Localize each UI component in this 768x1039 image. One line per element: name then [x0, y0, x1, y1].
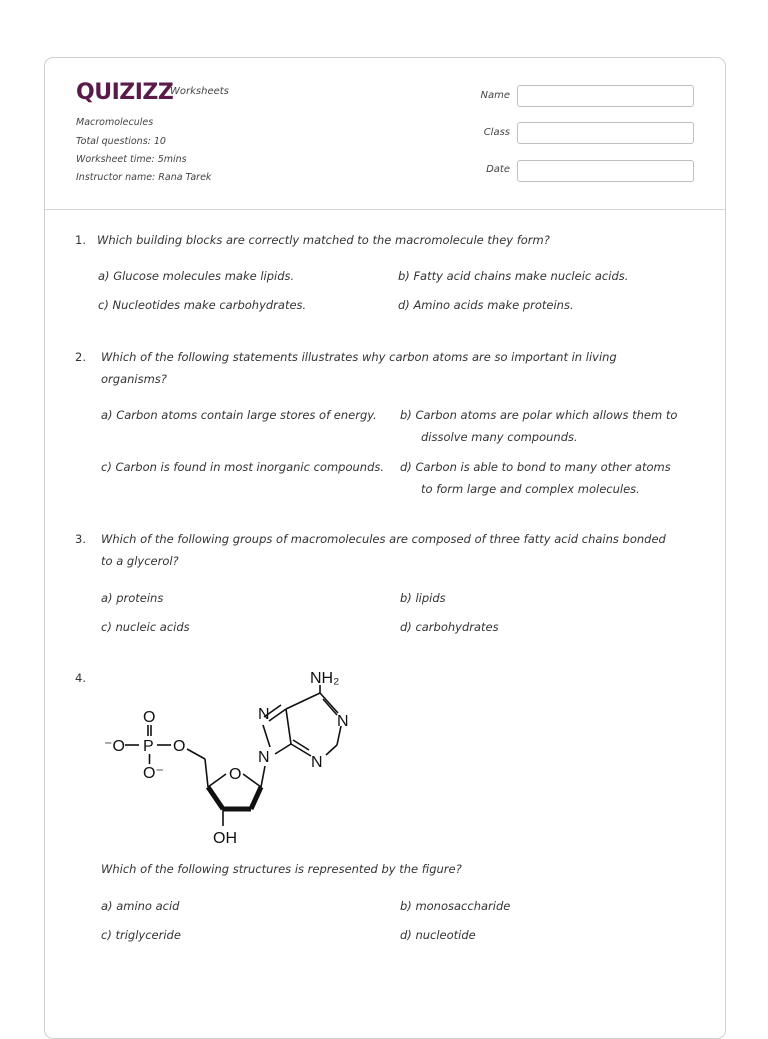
- logo-subtitle: Worksheets: [170, 86, 229, 97]
- nitrogen-1: N: [337, 713, 349, 730]
- question-3-text-line2: to a glycerol?: [101, 554, 179, 568]
- date-label: Date: [486, 164, 510, 175]
- total-questions: Total questions: 10: [76, 136, 166, 147]
- phosphate-double-bond-oxygen: O: [143, 709, 156, 726]
- question-2-number: 2.: [75, 350, 86, 364]
- question-4-option-a[interactable]: a) amino acid: [101, 899, 180, 913]
- nitrogen-9: N: [258, 749, 270, 766]
- question-1-option-d[interactable]: d) Amino acids make proteins.: [398, 298, 574, 312]
- quizizz-logo: QUIZIZZ: [76, 80, 174, 105]
- question-4-option-d[interactable]: d) nucleotide: [400, 928, 476, 942]
- question-1-option-a[interactable]: a) Glucose molecules make lipids.: [98, 269, 295, 283]
- question-3-text-line1: Which of the following groups of macromolecules are composed of three fatty acid chains bonded: [101, 532, 666, 546]
- date-field[interactable]: [517, 160, 694, 182]
- worksheet-header: [45, 58, 725, 210]
- question-1-number: 1.: [75, 233, 86, 247]
- question-2-option-b-line1[interactable]: b) Carbon atoms are polar which allows them to: [400, 408, 678, 422]
- class-field[interactable]: [517, 122, 694, 144]
- worksheet: [44, 57, 726, 1039]
- class-label: Class: [483, 127, 510, 138]
- question-2-text-line2: organisms?: [101, 372, 167, 386]
- ester-oxygen: O: [173, 738, 186, 755]
- question-4-text: Which of the following structures is represented by the figure?: [101, 862, 462, 876]
- question-1-text: Which building blocks are correctly matched to the macromolecule they form?: [97, 233, 550, 247]
- question-3-number: 3.: [75, 532, 86, 546]
- name-label: Name: [480, 90, 510, 101]
- worksheet-time: Worksheet time: 5mins: [76, 154, 187, 165]
- question-4-option-c[interactable]: c) triglyceride: [101, 928, 181, 942]
- question-3-option-a[interactable]: a) proteins: [101, 591, 164, 605]
- phosphate-negative-oxygen-left: ⁻O: [104, 738, 125, 755]
- nucleotide-structure-figure: [95, 663, 385, 853]
- amino-group: NH₂: [310, 670, 340, 687]
- worksheet-title: Macromolecules: [76, 117, 154, 128]
- question-4-number: 4.: [75, 671, 86, 685]
- phosphorus-atom: P: [143, 738, 154, 755]
- question-4-option-b[interactable]: b) monosaccharide: [400, 899, 511, 913]
- question-2-option-d-line1[interactable]: d) Carbon is able to bond to many other atoms: [400, 460, 671, 474]
- nitrogen-7: N: [258, 706, 270, 723]
- question-3-option-b[interactable]: b) lipids: [400, 591, 446, 605]
- question-3-option-c[interactable]: c) nucleic acids: [101, 620, 190, 634]
- instructor-name: Instructor name: Rana Tarek: [76, 172, 212, 183]
- question-2-text-line1: Which of the following statements illustrates why carbon atoms are so important in living: [101, 350, 617, 364]
- question-2-option-c[interactable]: c) Carbon is found in most inorganic compounds.: [101, 460, 385, 474]
- question-2-option-a[interactable]: a) Carbon atoms contain large stores of energy.: [101, 408, 377, 422]
- name-field[interactable]: [517, 85, 694, 107]
- question-1-option-c[interactable]: c) Nucleotides make carbohydrates.: [98, 298, 307, 312]
- question-1-option-b[interactable]: b) Fatty acid chains make nucleic acids.: [398, 269, 629, 283]
- phosphate-negative-oxygen-bottom: O⁻: [143, 765, 164, 782]
- question-3-option-d[interactable]: d) carbohydrates: [400, 620, 499, 634]
- hydroxyl-group: OH: [213, 830, 237, 847]
- question-2-option-b-line2[interactable]: dissolve many compounds.: [421, 430, 578, 444]
- nitrogen-3: N: [311, 754, 323, 771]
- ring-oxygen: O: [229, 766, 242, 783]
- question-2-option-d-line2[interactable]: to form large and complex molecules.: [421, 482, 640, 496]
